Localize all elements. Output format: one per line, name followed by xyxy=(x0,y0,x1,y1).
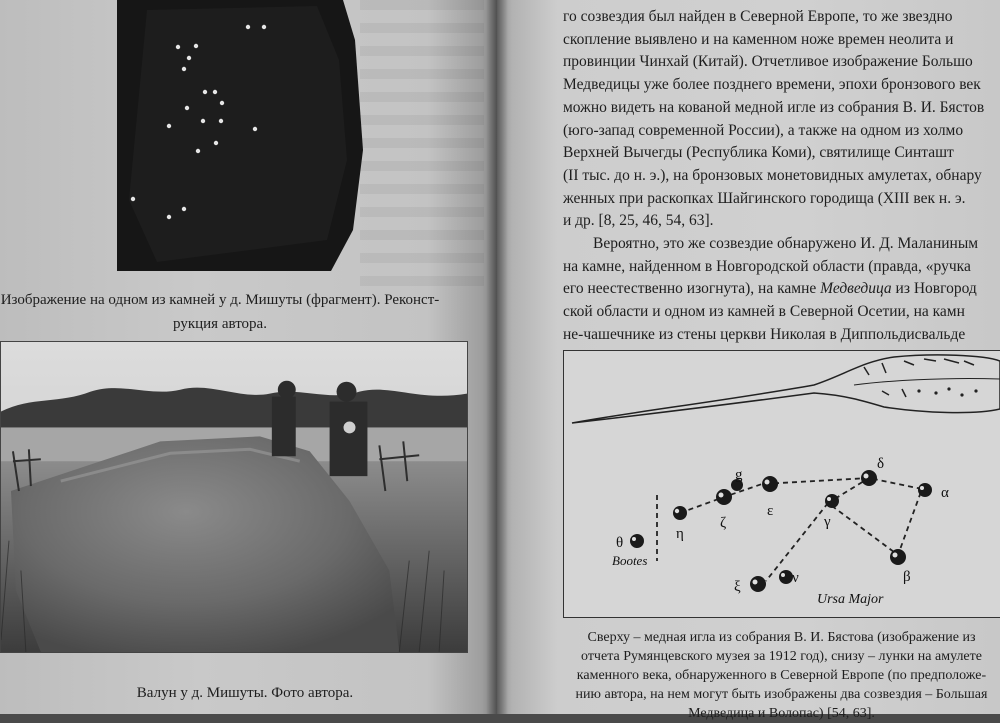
bottom-figure-caption: Валун у д. Мишуты. Фото автора. xyxy=(136,685,354,701)
caption-line: нию автора, на нем могут быть изображены два созвездия – Большая xyxy=(575,687,988,702)
top-caption-line: рукция автора. xyxy=(173,316,267,332)
right-page-text xyxy=(563,6,1000,347)
right-figure-caption xyxy=(563,628,1000,723)
constellation-drawing xyxy=(564,351,1000,617)
copper-needle-drawing xyxy=(572,355,1000,423)
label-ursa-major: Ursa Major xyxy=(817,592,884,607)
constellation-figure xyxy=(563,350,1000,618)
text-line: (II тыс. до н. э.), на бронзовых монетовидных амулетах, обнару xyxy=(563,166,982,184)
emphasis-medveditsa: Медведица xyxy=(820,280,892,298)
caption-line: каменного века, обнаруженного в Северной Европе (по предположе- xyxy=(576,668,987,683)
star-labels xyxy=(612,456,949,607)
needle-dots xyxy=(917,387,977,396)
label-theta: θ xyxy=(616,535,624,551)
left-page xyxy=(0,0,497,714)
label-epsilon: ε xyxy=(767,503,774,519)
text-line: провинции Чинхай (Китай). Отчетливое изображение Большо xyxy=(563,53,973,71)
text-line: Верхней Вычегды (Республика Коми), святилище Синташт xyxy=(563,144,954,162)
boulder-field-photo xyxy=(0,341,468,653)
book-gutter xyxy=(486,0,508,714)
text-line: го созвездия был найден в Северной Европе, то же звездно xyxy=(563,8,953,25)
text-line: (юго-запад современной России), а также на одном из холмо xyxy=(563,121,964,139)
caption-line: Сверху – медная игла из собрания В. И. Бястова (изображение из xyxy=(587,630,976,645)
label-bootes: Bootes xyxy=(612,553,648,568)
show-through-text xyxy=(360,0,484,290)
text-line: Медведицы уже более позднего времени, эпохи бронзового век xyxy=(563,76,981,94)
top-figure-caption xyxy=(0,288,440,336)
caption-line: отчета Румянцевского музея за 1912 год), снизу – лунки на амулете xyxy=(581,649,982,664)
text-fragment: его неестественно изогнута), на камне xyxy=(563,280,821,298)
text-line: и др. [8, 25, 46, 54, 63]. xyxy=(563,212,714,230)
label-delta: δ xyxy=(877,456,885,472)
text-line: можно видеть на кованой медной игле из собрания В. И. Бястов xyxy=(563,98,985,116)
caption-line: Медведица и Волопас) [54, 63]. xyxy=(688,706,875,721)
text-line: женных при раскопках Шайгинского городища (XIII век н. э. xyxy=(563,189,966,207)
label-eta: η xyxy=(676,526,684,542)
text-line: на камне, найденном в Новгородской области (правда, «ручка xyxy=(563,257,971,275)
label-alpha: α xyxy=(941,485,949,501)
label-zeta: ζ xyxy=(720,515,727,531)
stone-dots-photo xyxy=(117,0,363,271)
label-beta: β xyxy=(903,569,911,585)
text-line xyxy=(563,278,1000,301)
top-caption-line: Изображение на одном из камней у д. Мишуты (фрагмент). Реконст- xyxy=(0,292,440,308)
constellation-lines xyxy=(657,478,922,581)
text-line: Вероятно, это же созвездие обнаружено И. Д. Маланиным xyxy=(593,235,979,253)
text-line: ской области и одном из камней в Северной Осетии, на камн xyxy=(563,303,965,321)
label-g: g xyxy=(735,467,743,483)
label-xi: ξ xyxy=(734,579,741,595)
text-fragment: из Новгород xyxy=(891,280,977,298)
label-gamma: γ xyxy=(824,514,831,530)
text-line: скопление выявлено и на каменном ноже времен неолита и xyxy=(563,30,954,48)
label-nu: ν xyxy=(792,570,799,586)
text-line: не-чашечнике из стены церкви Николая в Диппольдисвальде xyxy=(563,325,966,343)
